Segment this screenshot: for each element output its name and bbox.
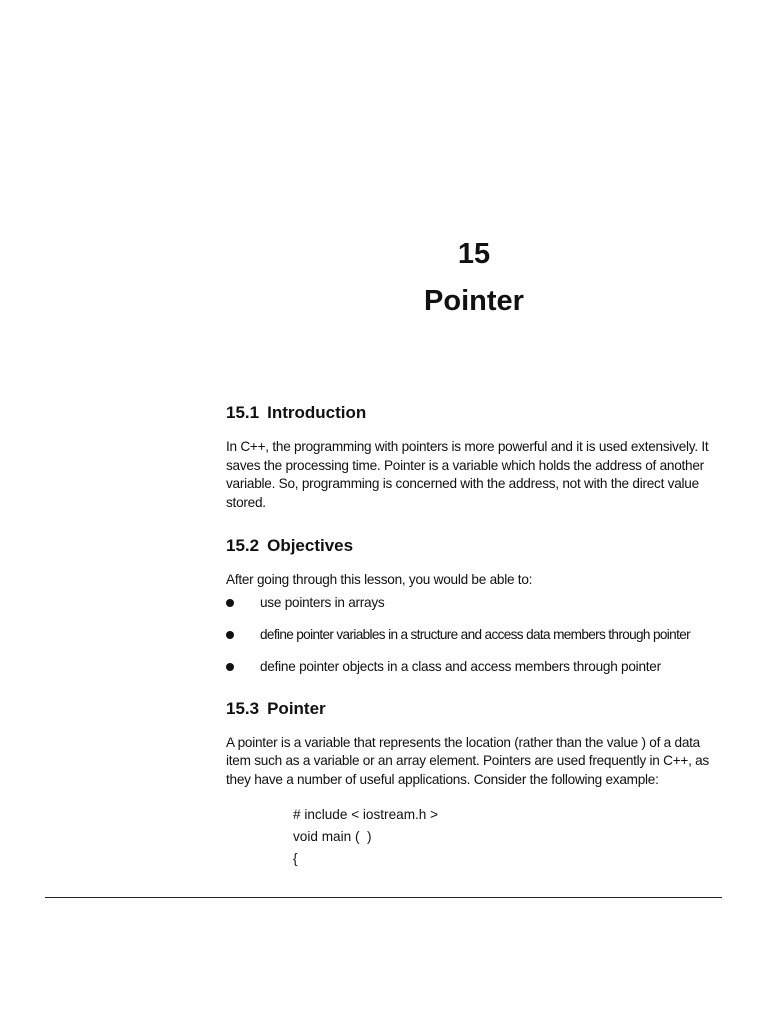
objective-text: use pointers in arrays <box>260 594 385 610</box>
list-item <box>226 594 726 613</box>
page-content <box>226 402 726 870</box>
objectives-list <box>226 594 726 677</box>
footer-divider <box>45 897 722 898</box>
code-example <box>293 804 726 870</box>
code-line: { <box>293 850 298 866</box>
section-title: Introduction <box>267 403 367 422</box>
section-heading-introduction <box>226 402 726 424</box>
section-heading-pointer <box>226 698 726 720</box>
objective-text: define pointer objects in a class and access members through pointer <box>260 658 661 674</box>
list-item <box>226 658 726 677</box>
objectives-intro: After going through this lesson, you would be able to: <box>226 571 533 587</box>
section-heading-objectives <box>226 535 726 557</box>
bullet-icon <box>226 631 234 639</box>
bullet-icon <box>226 599 234 607</box>
section-number: 15.1 <box>226 403 260 422</box>
code-line: void main ( ) <box>293 828 372 844</box>
code-line: # include < iostream.h > <box>293 806 439 822</box>
objective-text: define pointer variables in a structure and access data members through pointer <box>260 626 690 642</box>
list-item <box>226 626 726 645</box>
introduction-paragraph: In C++, the programming with pointers is more powerful and it is used extensively. It saves the processing time. Pointer is a variable which holds the address of another variable. So, programming is concerned with the address, not with the direct value stored. <box>226 439 709 511</box>
section-title: Pointer <box>267 698 326 718</box>
section-number: 15.2 <box>226 535 260 555</box>
chapter-title: Pointer <box>424 285 524 317</box>
chapter-number: 15 <box>457 238 491 270</box>
section-title: Objectives <box>267 535 354 555</box>
pointer-paragraph: A pointer is a variable that represents the location (rather than the value ) of a data item such as a variable or an array element. Pointers are used frequently in C++, as they have a number of useful applications. Consider the following example: <box>226 734 709 788</box>
section-number: 15.3 <box>226 698 260 718</box>
bullet-icon <box>226 663 234 671</box>
